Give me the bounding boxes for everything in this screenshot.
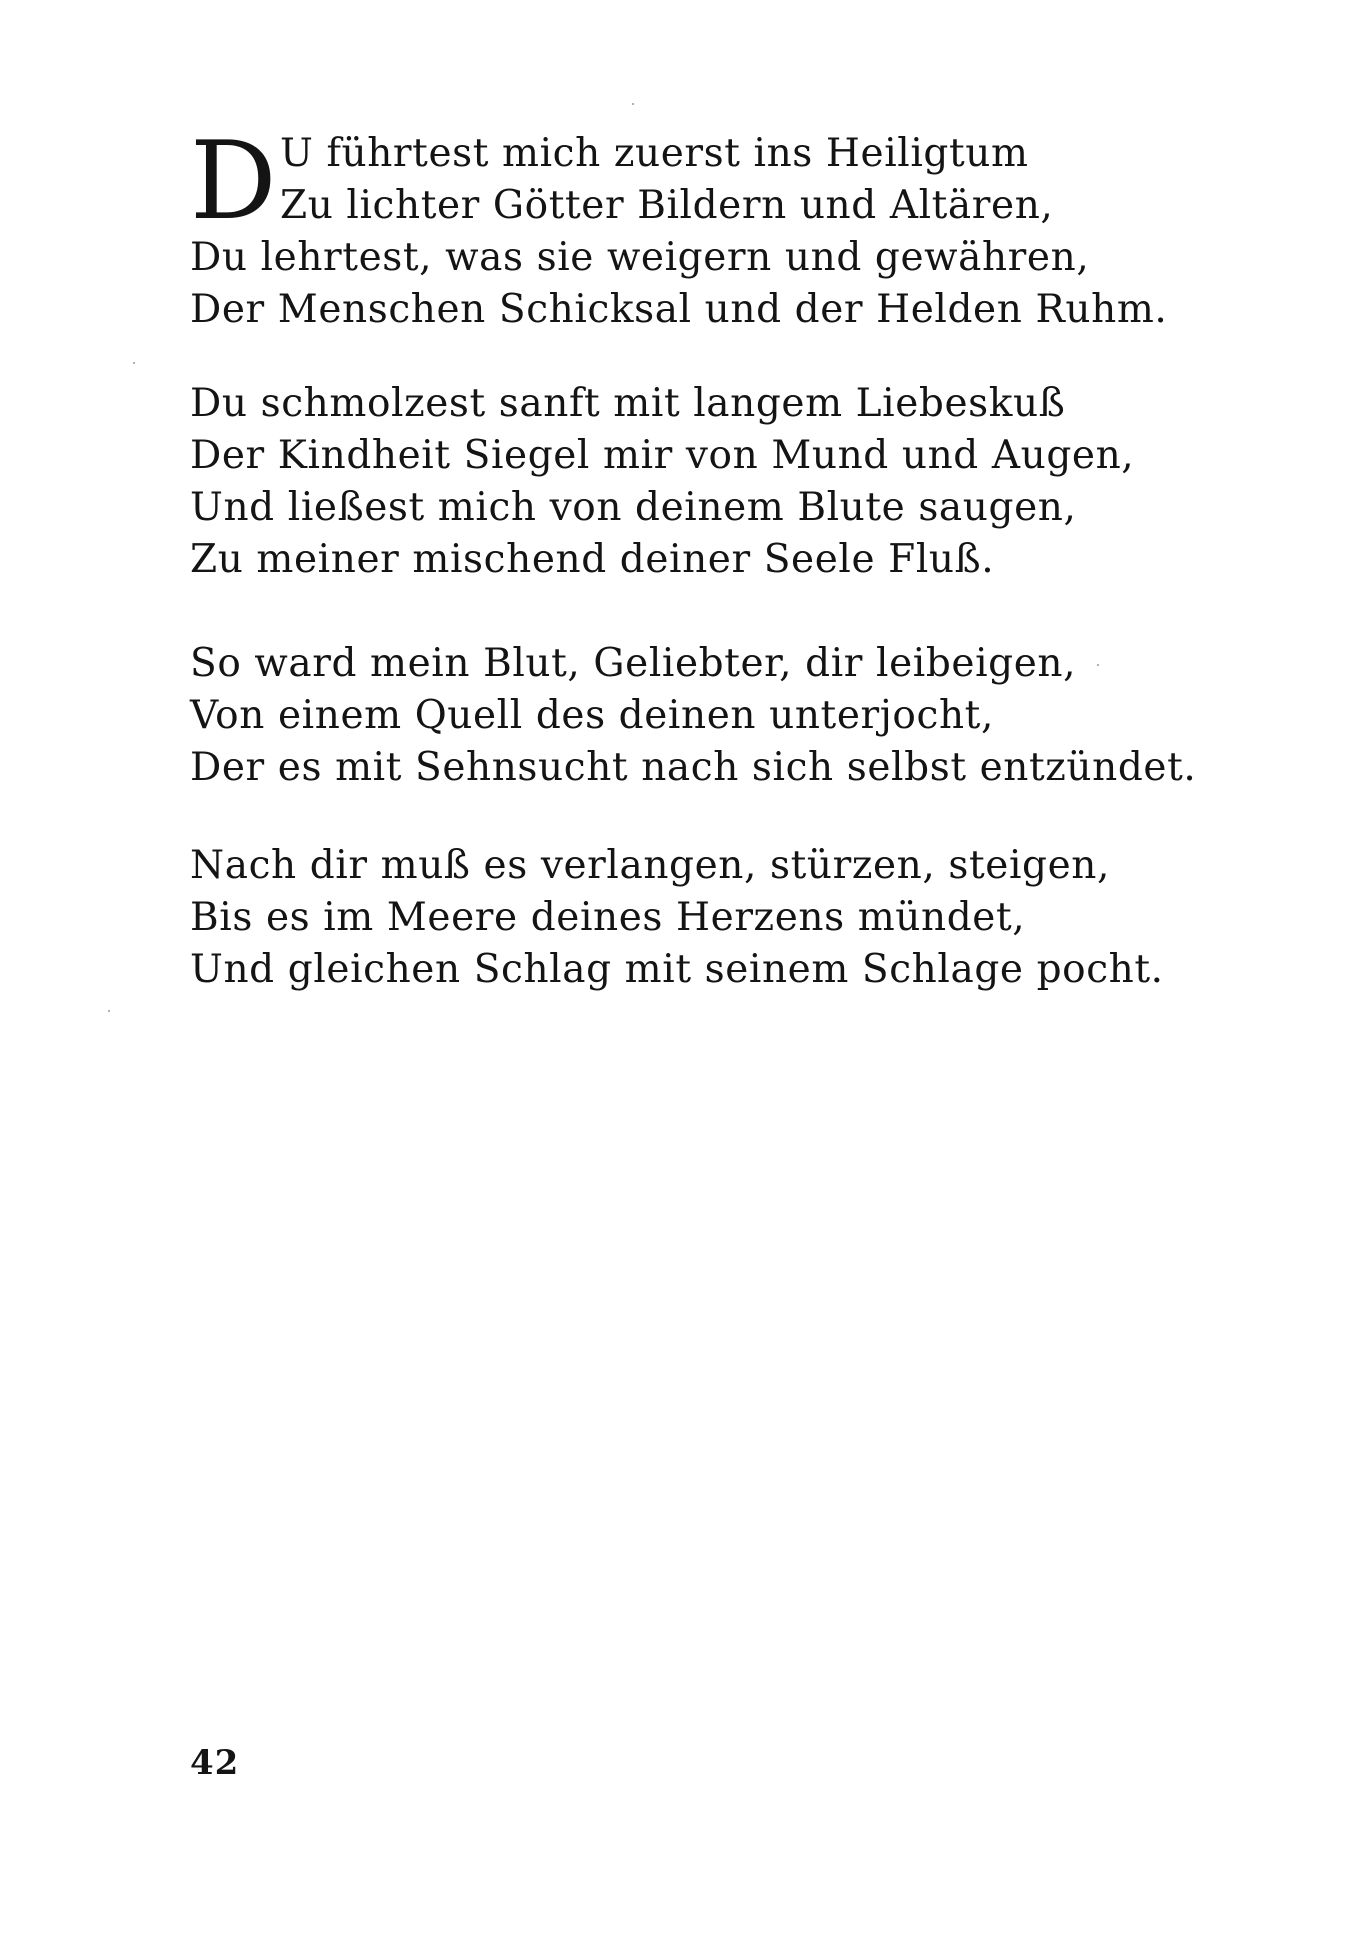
poem-line: Der Kindheit Siegel mir von Mund und Augen, <box>190 433 1135 478</box>
scan-speck <box>632 103 634 105</box>
scan-speck <box>133 362 135 364</box>
poem-line: Und gleichen Schlag mit seinem Schlage pocht. <box>190 947 1164 992</box>
poem-line: Zu lichter Götter Bildern und Altären, <box>280 183 1054 228</box>
drop-cap: D <box>190 119 277 244</box>
line-text: U führtest mich zuerst ins Heiligtum <box>280 131 1029 176</box>
poem-line: Du schmolzest sanft mit langem Liebeskuß <box>190 381 1066 426</box>
scan-speck <box>1097 664 1099 666</box>
scan-speck <box>108 1010 110 1012</box>
poem-line: Bis es im Meere deines Herzens mündet, <box>190 895 1026 940</box>
poem-line: Der es mit Sehnsucht nach sich selbst entzündet. <box>190 745 1197 790</box>
poem-line: Und ließest mich von deinem Blute saugen, <box>190 485 1077 530</box>
poem-line: Von einem Quell des deinen unterjocht, <box>190 693 994 738</box>
poem-line: Zu meiner mischend deiner Seele Fluß. <box>190 537 995 582</box>
poem-line: Der Menschen Schicksal und der Helden Ruhm. <box>190 287 1168 332</box>
page-number: 42 <box>190 1743 240 1783</box>
poem-line: Du lehrtest, was sie weigern und gewähren, <box>190 235 1090 280</box>
poem-line: Nach dir muß es verlangen, stürzen, steigen, <box>190 843 1110 888</box>
poem-line <box>280 128 1029 180</box>
poem-line: So ward mein Blut, Geliebter, dir leibeigen, <box>190 641 1077 686</box>
